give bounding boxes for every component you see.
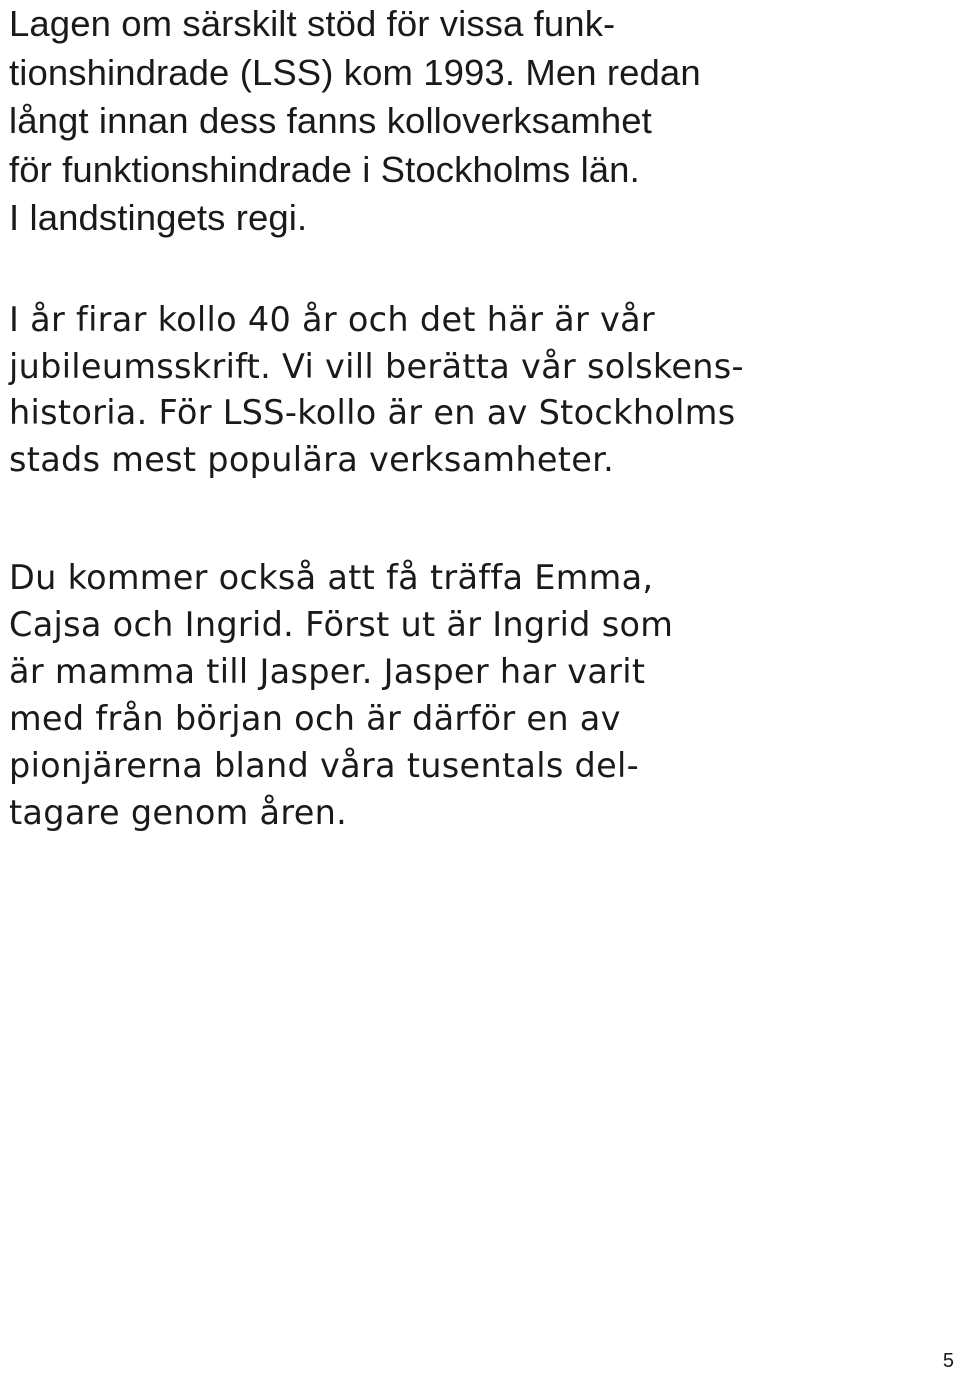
page-number: 5: [942, 1350, 954, 1372]
text-line: Lagen om särskilt stöd för vissa funk-: [9, 3, 616, 44]
text-line: stads mest populära verksamheter.: [9, 439, 615, 479]
text-line: långt innan dess fanns kolloverksamhet: [9, 100, 652, 141]
text-line: Du kommer också att få träffa Emma,: [9, 558, 654, 597]
text-line: för funktionshindrade i Stockholms län.: [9, 148, 640, 190]
text-line: med från början och är därför en av: [9, 699, 621, 738]
paragraph-lss-history: [9, 0, 701, 243]
paragraph-introduction: [9, 554, 673, 836]
text-line: pionjärerna bland våra tusentals del-: [9, 746, 640, 785]
text-line: tagare genom åren.: [9, 793, 348, 832]
paragraph-anniversary: [9, 297, 744, 483]
text-line: I år firar kollo 40 år och det här är vår: [9, 300, 656, 339]
text-line: är mamma till Jasper. Jasper har varit: [9, 652, 646, 691]
text-line: historia. För LSS-kollo är en av Stockholms: [9, 393, 736, 432]
text-line: Cajsa och Ingrid. Först ut är Ingrid som: [9, 605, 674, 644]
text-line: tionshindrade (LSS) kom 1993. Men redan: [9, 51, 701, 93]
text-line: I landstingets regi.: [9, 197, 308, 238]
text-line: jubileumsskrift. Vi vill berätta vår solskens-: [9, 346, 744, 386]
